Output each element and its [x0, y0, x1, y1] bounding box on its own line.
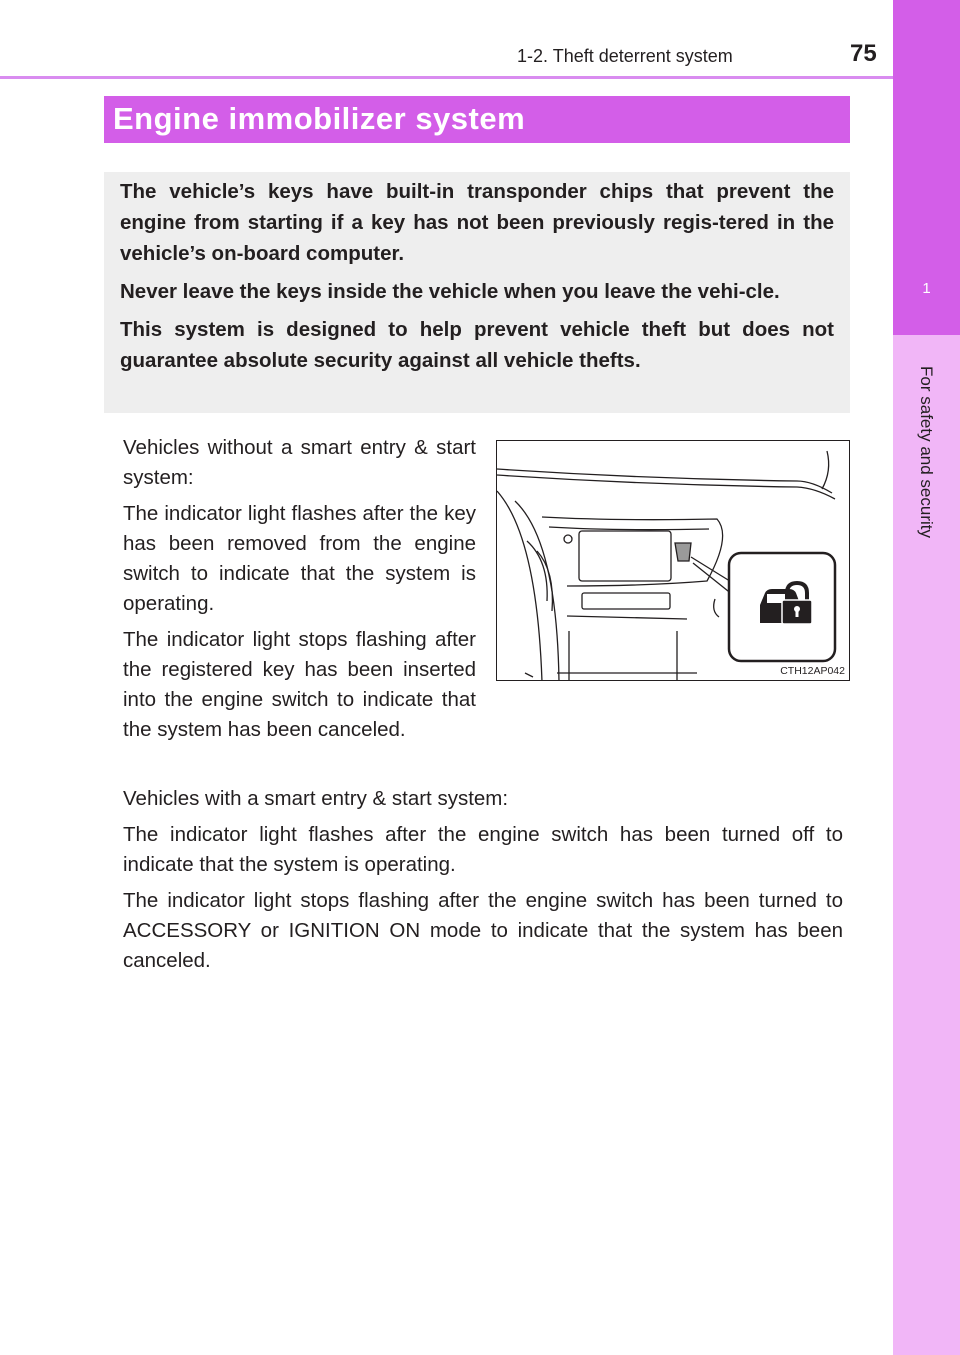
- chapter-number-tab: [893, 0, 960, 335]
- body-paragraph: The indicator light flashes after the engine switch has been turned off to indicate that the system is operating.: [123, 823, 843, 876]
- chapter-number: 1: [922, 280, 931, 297]
- body-paragraph: The indicator light stops flashing after the engine switch has been turned to ACCESSORY or IGNITION ON mode to indicate that the system has been canceled.: [123, 889, 843, 972]
- dashboard-illustration: [496, 440, 850, 681]
- body-paragraph: Vehicles with a smart entry & start system:: [123, 787, 509, 810]
- chapter-label: For safety and security: [917, 366, 936, 538]
- dashboard-drawing: [497, 441, 850, 681]
- illustration-code: CTH12AP042: [780, 665, 845, 677]
- without-smart-entry-text: [123, 433, 476, 751]
- body-paragraph: Vehicles without a smart entry & start system:: [123, 436, 476, 489]
- body-paragraph: The indicator light stops flashing after the registered key has been inserted into the engine switch to indicate that the system has been canceled.: [123, 628, 476, 741]
- intro-box: [104, 172, 850, 413]
- running-header-section: 1-2. Theft deterrent system: [517, 46, 733, 66]
- page-number: 75: [850, 40, 877, 67]
- intro-paragraph: The vehicle’s keys have built-in transponder chips that prevent the engine from starting if a key has not been previously regis-tered in the vehicle’s on-board computer.: [120, 180, 834, 265]
- section-title: Engine immobilizer system: [113, 101, 526, 136]
- intro-paragraph: This system is designed to help prevent vehicle theft but does not guarantee absolute security against all vehicle thefts.: [120, 318, 834, 372]
- intro-paragraph: Never leave the keys inside the vehicle when you leave the vehi-cle.: [120, 280, 780, 303]
- header-rule: [0, 76, 893, 79]
- body-paragraph: The indicator light flashes after the key has been removed from the engine switch to indicate that the system is operating.: [123, 502, 476, 615]
- with-smart-entry-text: [123, 784, 843, 982]
